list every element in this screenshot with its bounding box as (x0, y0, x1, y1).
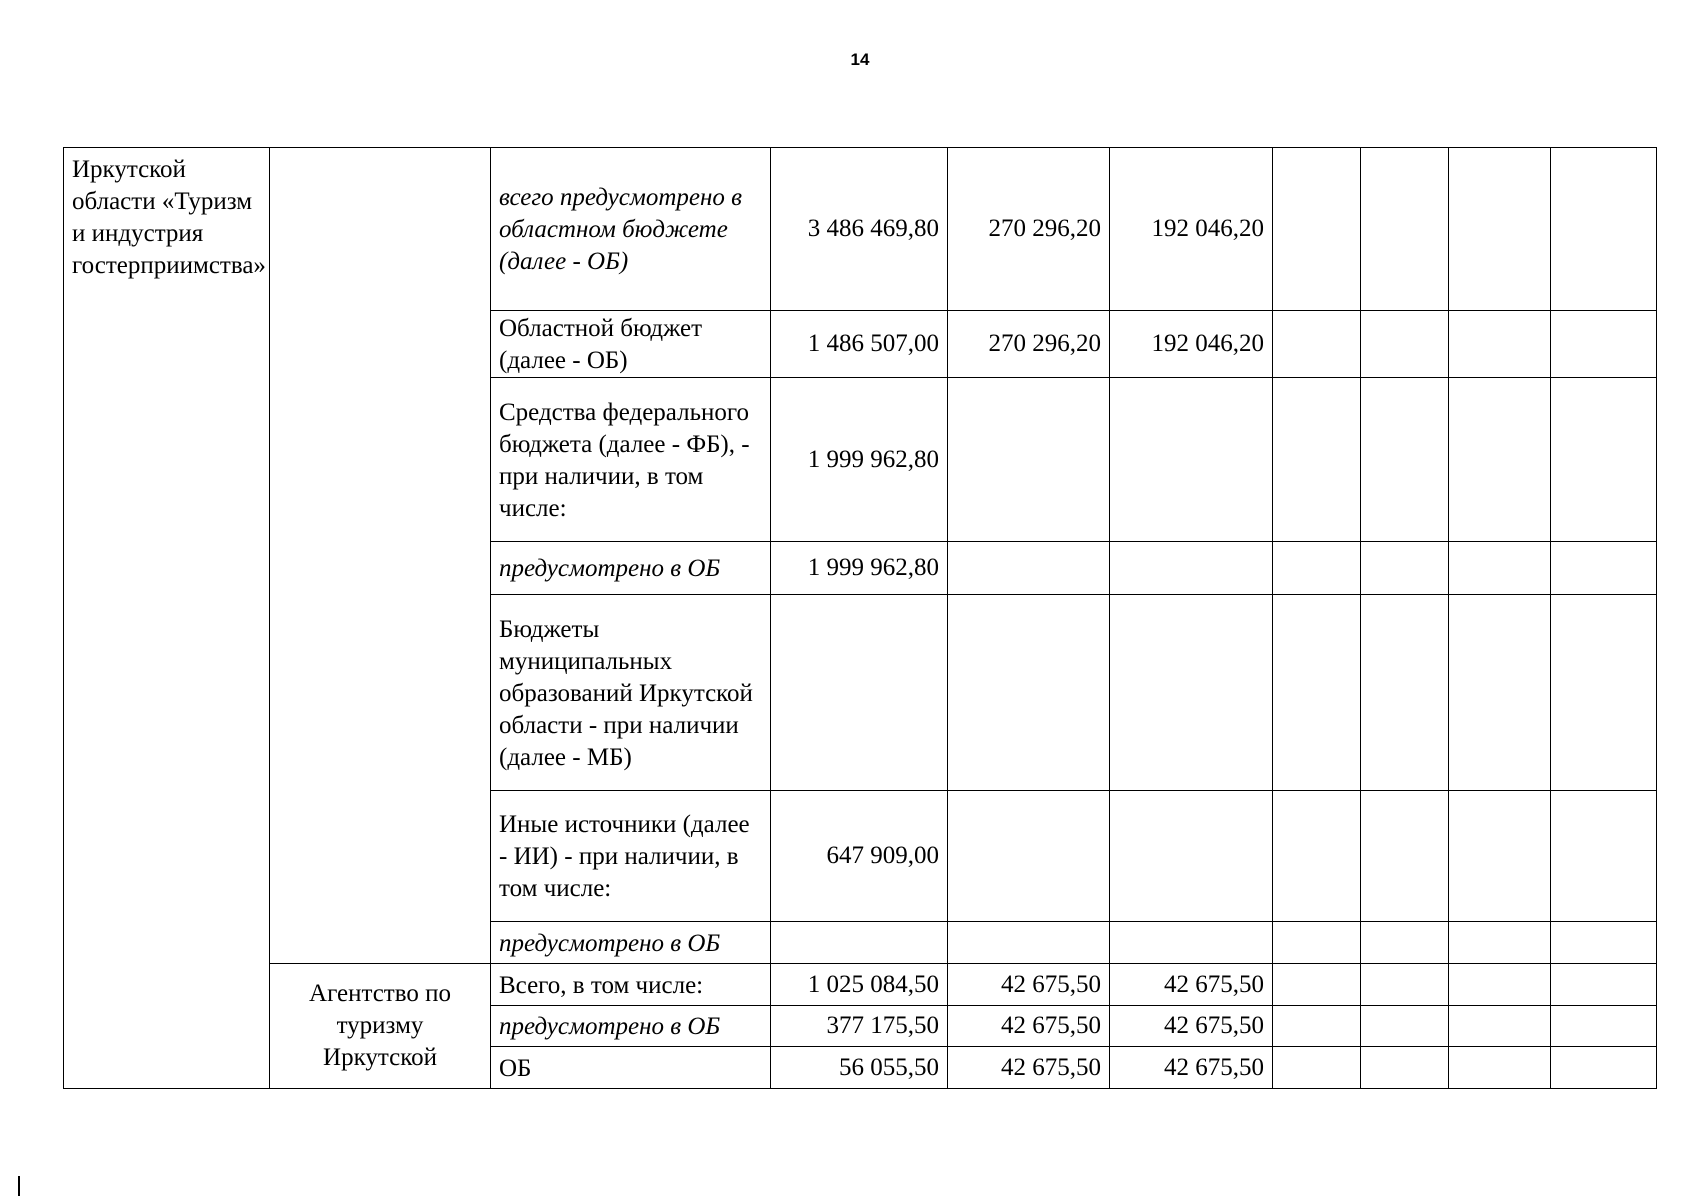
empty-cell (1273, 922, 1361, 964)
financing-table (63, 147, 1657, 1089)
source-cell: Всего, в том числе: (491, 964, 771, 1006)
empty-cell (1273, 595, 1361, 791)
value-cell (948, 542, 1110, 595)
empty-cell (1273, 542, 1361, 595)
value-cell: 42 675,50 (948, 1006, 1110, 1047)
empty-cell (1361, 542, 1449, 595)
value-cell: 42 675,50 (1110, 964, 1273, 1006)
empty-cell (1273, 1047, 1361, 1089)
empty-cell (1551, 311, 1657, 378)
value-cell: 192 046,20 (1110, 148, 1273, 311)
empty-cell (1273, 311, 1361, 378)
value-cell: 647 909,00 (771, 791, 948, 922)
empty-cell (1273, 148, 1361, 311)
page-number: 14 (850, 50, 870, 69)
empty-cell (1449, 311, 1551, 378)
value-cell: 42 675,50 (1110, 1047, 1273, 1089)
source-cell: Иные источники (далее - ИИ) - при наличии, в том числе: (491, 791, 771, 922)
value-cell (948, 922, 1110, 964)
empty-cell (1273, 964, 1361, 1006)
empty-cell (1361, 378, 1449, 542)
empty-cell (1361, 1006, 1449, 1047)
scan-artifact (18, 1176, 20, 1196)
empty-cell (1551, 595, 1657, 791)
source-cell: ОБ (491, 1047, 771, 1089)
value-cell (771, 595, 948, 791)
value-cell (948, 791, 1110, 922)
source-cell: предусмотрено в ОБ (491, 922, 771, 964)
empty-cell (1361, 964, 1449, 1006)
program-title-cell: Иркутской области «Туризм и индустрия гостерприимства» (64, 148, 270, 1089)
empty-cell (1449, 1006, 1551, 1047)
empty-cell (1449, 1047, 1551, 1089)
empty-cell (1551, 791, 1657, 922)
value-cell (771, 922, 948, 964)
empty-cell (1551, 964, 1657, 1006)
value-cell: 1 025 084,50 (771, 964, 948, 1006)
empty-cell (1361, 791, 1449, 922)
empty-cell (1449, 595, 1551, 791)
value-cell: 1 999 962,80 (771, 378, 948, 542)
empty-cell (1361, 595, 1449, 791)
empty-cell (1361, 922, 1449, 964)
value-cell: 42 675,50 (948, 1047, 1110, 1089)
empty-cell (1273, 378, 1361, 542)
value-cell: 192 046,20 (1110, 311, 1273, 378)
source-cell: предусмотрено в ОБ (491, 1006, 771, 1047)
empty-cell (1273, 1006, 1361, 1047)
value-cell (1110, 542, 1273, 595)
value-cell: 42 675,50 (948, 964, 1110, 1006)
source-cell: предусмотрено в ОБ (491, 542, 771, 595)
empty-cell (1361, 148, 1449, 311)
empty-cell (1551, 922, 1657, 964)
empty-cell (1273, 791, 1361, 922)
empty-cell (1551, 1006, 1657, 1047)
table-row (64, 148, 1657, 311)
empty-cell (1449, 148, 1551, 311)
value-cell: 42 675,50 (1110, 1006, 1273, 1047)
value-cell (1110, 595, 1273, 791)
empty-cell (1449, 791, 1551, 922)
empty-cell (1449, 542, 1551, 595)
value-cell (948, 378, 1110, 542)
value-cell: 3 486 469,80 (771, 148, 948, 311)
empty-cell (1551, 542, 1657, 595)
source-cell: всего предусмотрено в областном бюджете (далее - ОБ) (491, 148, 771, 311)
empty-cell (1449, 922, 1551, 964)
value-cell: 377 175,50 (771, 1006, 948, 1047)
empty-cell (1361, 311, 1449, 378)
empty-cell (1551, 378, 1657, 542)
value-cell (1110, 378, 1273, 542)
empty-cell (1361, 1047, 1449, 1089)
empty-cell (1551, 148, 1657, 311)
source-cell: Средства федерального бюджета (далее - ФБ), - при наличии, в том числе: (491, 378, 771, 542)
agency-cell: Агентство по туризму Иркутской (270, 964, 491, 1089)
value-cell: 270 296,20 (948, 148, 1110, 311)
value-cell (948, 595, 1110, 791)
value-cell (1110, 922, 1273, 964)
value-cell: 270 296,20 (948, 311, 1110, 378)
source-cell: Областной бюджет (далее - ОБ) (491, 311, 771, 378)
value-cell: 56 055,50 (771, 1047, 948, 1089)
source-cell: Бюджеты муниципальных образований Иркутской области - при наличии (далее - МБ) (491, 595, 771, 791)
value-cell: 1 999 962,80 (771, 542, 948, 595)
empty-cell (1449, 964, 1551, 1006)
table-row (64, 964, 1657, 1006)
responsible-cell-empty (270, 148, 491, 964)
value-cell (1110, 791, 1273, 922)
empty-cell (1449, 378, 1551, 542)
value-cell: 1 486 507,00 (771, 311, 948, 378)
empty-cell (1551, 1047, 1657, 1089)
